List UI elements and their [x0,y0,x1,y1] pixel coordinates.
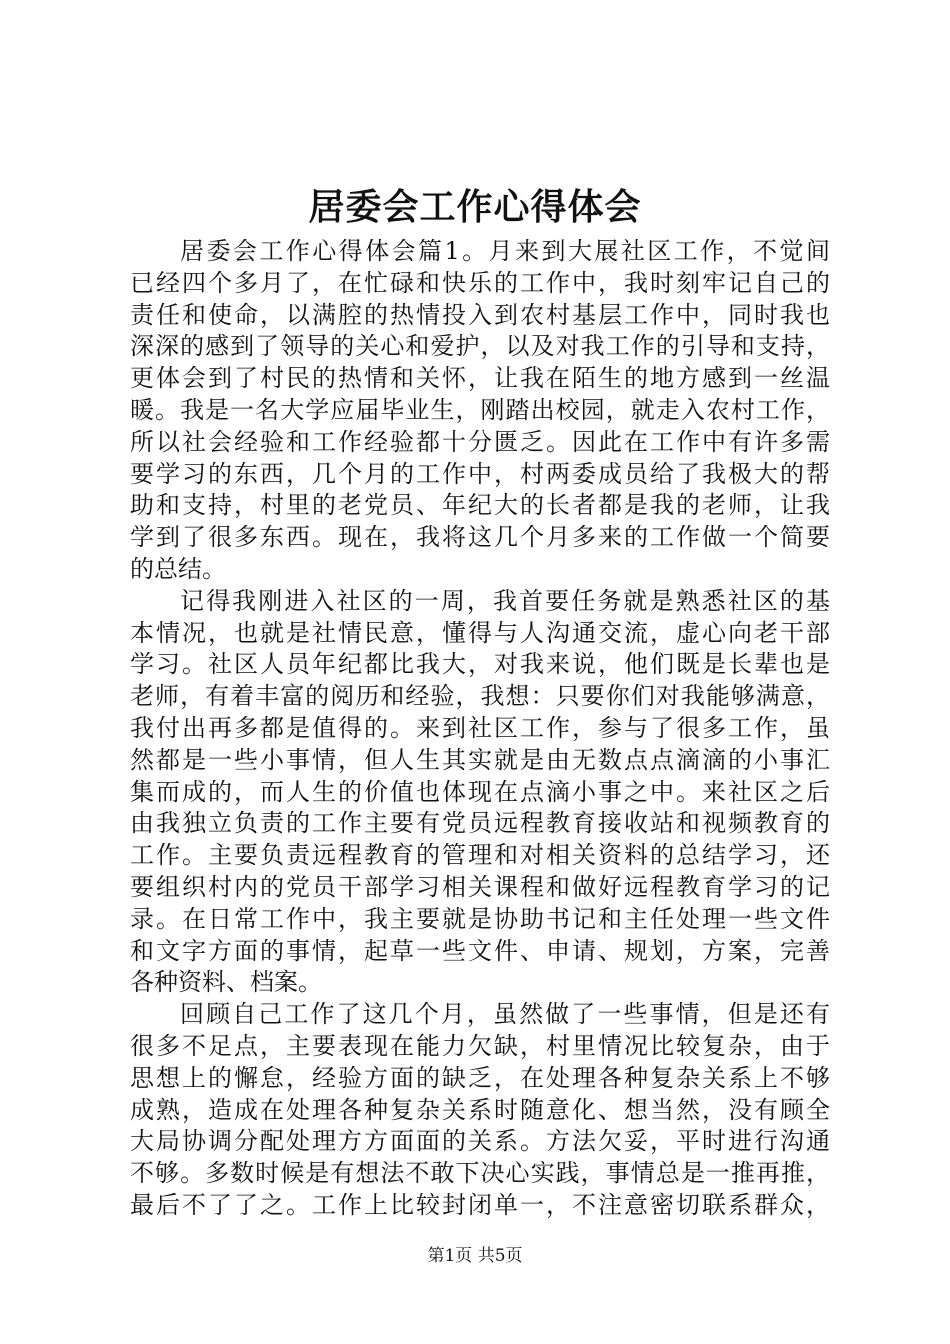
text-line: 最后不了了之。工作上比较封闭单一，不注意密切联系群众， [130,1190,830,1219]
text-line: 由我独立负责的工作主要有党员远程教育接收站和视频教育的 [130,809,830,838]
text-line: 集而成的，而人生的价值也体现在点滴小事之中。来社区之后 [130,777,830,806]
page-footer: 第1页 共5页 [427,1246,523,1266]
text-line: 更体会到了村民的热情和关怀，让我在陌生的地方感到一丝温 [130,364,830,393]
text-line: 工作。主要负责远程教育的管理和对相关资料的总结学习，还 [130,841,830,870]
text-line: 然都是一些小事情，但人生其实就是由无数点点滴滴的小事汇 [130,745,830,774]
paragraph [130,236,830,586]
text-line: 本情况，也就是社情民意，懂得与人沟通交流，虚心向老干部 [130,618,830,647]
text-line: 已经四个多月了，在忙碌和快乐的工作中，我时刻牢记自己的 [130,268,830,297]
text-line: 记得我刚进入社区的一周，我首要任务就是熟悉社区的基 [180,586,830,615]
paragraph [130,999,830,1222]
text-line: 要组织村内的党员干部学习相关课程和做好远程教育学习的记 [130,872,830,901]
text-line: 各种资料、档案。 [130,968,322,997]
text-line: 回顾自己工作了这几个月，虽然做了一些事情，但是还有 [180,1000,830,1029]
paragraph [130,586,830,999]
text-line: 和文字方面的事情，起草一些文件、申请、规划，方案，完善 [130,936,830,965]
text-line: 录。在日常工作中，我主要就是协助书记和主任处理一些文件 [130,904,830,933]
text-line: 的总结。 [130,554,226,583]
text-line: 很多不足点，主要表现在能力欠缺，村里情况比较复杂，由于 [130,1031,830,1060]
document-title: 居委会工作心得体会 [308,186,642,228]
text-line: 居委会工作心得体会篇1。月来到大展社区工作，不觉间 [180,237,830,265]
text-line: 成熟，造成在处理各种复杂关系时随意化、想当然，没有顾全 [130,1095,830,1124]
text-line: 学习。社区人员年纪都比我大，对我来说，他们既是长辈也是 [130,650,830,679]
text-line: 深深的感到了领导的关心和爱护，以及对我工作的引导和支持， [130,332,830,361]
text-line: 大局协调分配处理方方面面的关系。方法欠妥，平时进行沟通 [130,1127,830,1156]
text-line: 思想上的懈怠，经验方面的缺乏，在处理各种复杂关系上不够 [130,1063,830,1092]
text-line: 学到了很多东西。现在，我将这几个月多来的工作做一个简要 [130,523,830,552]
text-line: 助和支持，村里的老党员、年纪大的长者都是我的老师，让我 [130,491,830,520]
text-line: 暖。我是一名大学应届毕业生，刚踏出校园，就走入农村工作， [130,395,830,424]
text-line: 老师，有着丰富的阅历和经验，我想：只要你们对我能够满意， [130,682,830,711]
text-line: 责任和使命，以满腔的热情投入到农村基层工作中，同时我也 [130,300,830,329]
text-line: 我付出再多都是值得的。来到社区工作，参与了很多工作，虽 [130,713,830,742]
text-line: 要学习的东西，几个月的工作中，村两委成员给了我极大的帮 [130,459,830,488]
text-line: 所以社会经验和工作经验都十分匮乏。因此在工作中有许多需 [130,427,830,456]
text-line: 不够。多数时候是有想法不敢下决心实践，事情总是一推再推， [130,1159,830,1188]
document-body [130,236,830,1222]
